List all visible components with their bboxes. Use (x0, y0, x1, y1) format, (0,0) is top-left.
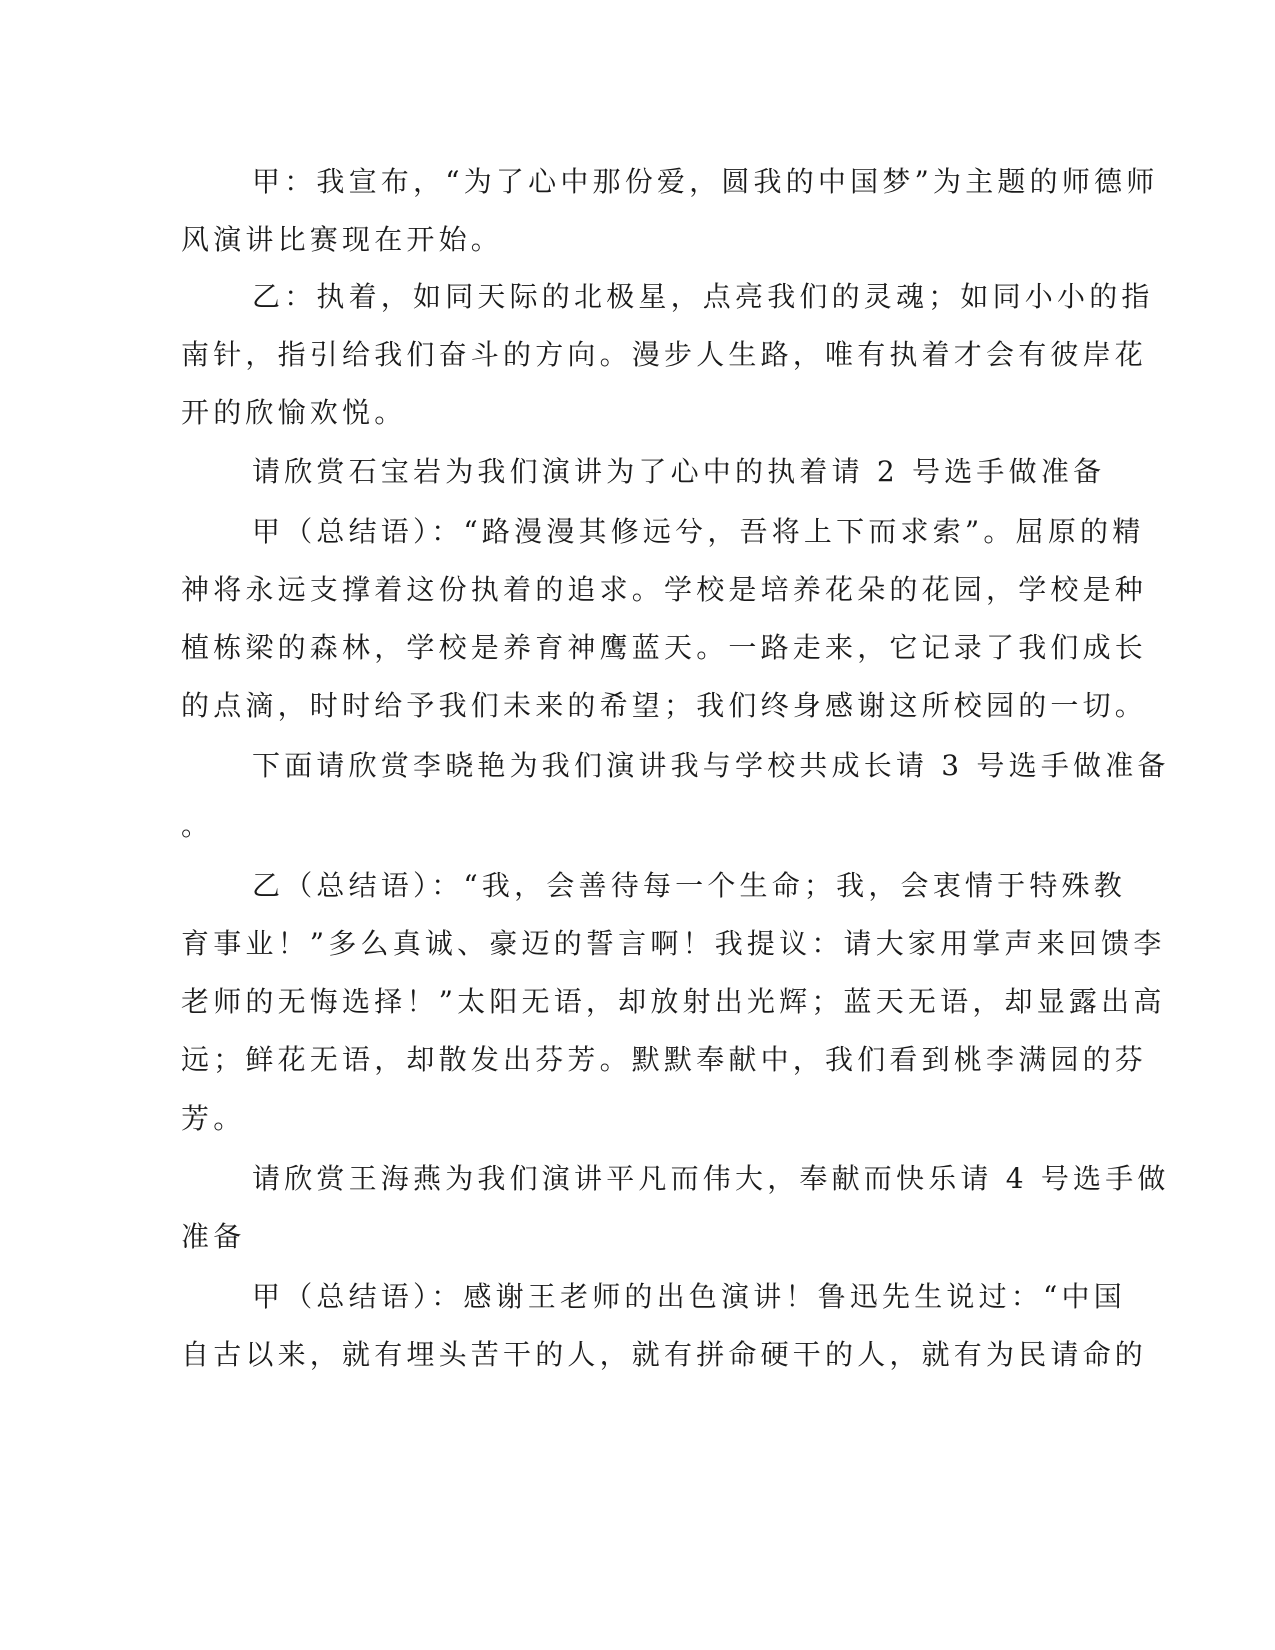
text-line: 甲（总结语）：感谢王老师的出色演讲！鲁迅先生说过：“中国 (252, 1280, 1126, 1313)
text-line: 。 (181, 809, 214, 842)
text-line: 准备 (181, 1220, 246, 1253)
text-line: 请欣赏王海燕为我们演讲平凡而伟大，奉献而快乐请 4 号选手做 (252, 1162, 1170, 1195)
text-line: 甲：我宣布，“为了心中那份爱，圆我的中国梦”为主题的师德师 (252, 165, 1159, 198)
text-line: 芳。 (181, 1102, 246, 1135)
text-line: 乙（总结语）：“我，会善待每一个生命；我，会衷情于特殊教 (252, 869, 1126, 902)
text-line: 风演讲比赛现在开始。 (181, 223, 504, 256)
text-line: 请欣赏石宝岩为我们演讲为了心中的执着请 2 号选手做准备 (252, 455, 1106, 488)
text-line: 下面请欣赏李晓艳为我们演讲我与学校共成长请 3 号选手做准备 (252, 749, 1170, 782)
text-line: 神将永远支撑着这份执着的追求。学校是培养花朵的花园，学校是种 (181, 573, 1148, 606)
text-line: 甲（总结语）：“路漫漫其修远兮，吾将上下而求索”。屈原的精 (252, 515, 1145, 548)
text-line: 育事业！”多么真诚、豪迈的誓言啊！我提议：请大家用掌声来回馈李 (181, 927, 1166, 960)
text-line: 的点滴，时时给予我们未来的希望；我们终身感谢这所校园的一切。 (181, 689, 1148, 722)
text-line: 植栋梁的森林，学校是养育神鹰蓝天。一路走来，它记录了我们成长 (181, 631, 1148, 664)
text-line: 南针，指引给我们奋斗的方向。漫步人生路，唯有执着才会有彼岸花 (181, 338, 1148, 371)
text-line: 远；鲜花无语，却散发出芬芳。默默奉献中，我们看到桃李满园的芬 (181, 1043, 1148, 1076)
text-line: 开的欣愉欢悦。 (181, 396, 407, 429)
text-line: 自古以来，就有埋头苦干的人，就有拼命硬干的人，就有为民请命的 (181, 1338, 1148, 1371)
text-line: 老师的无悔选择！”太阳无语，却放射出光辉；蓝天无语，却显露出高 (181, 985, 1166, 1018)
text-line: 乙：执着，如同天际的北极星，点亮我们的灵魂；如同小小的指 (252, 280, 1154, 313)
